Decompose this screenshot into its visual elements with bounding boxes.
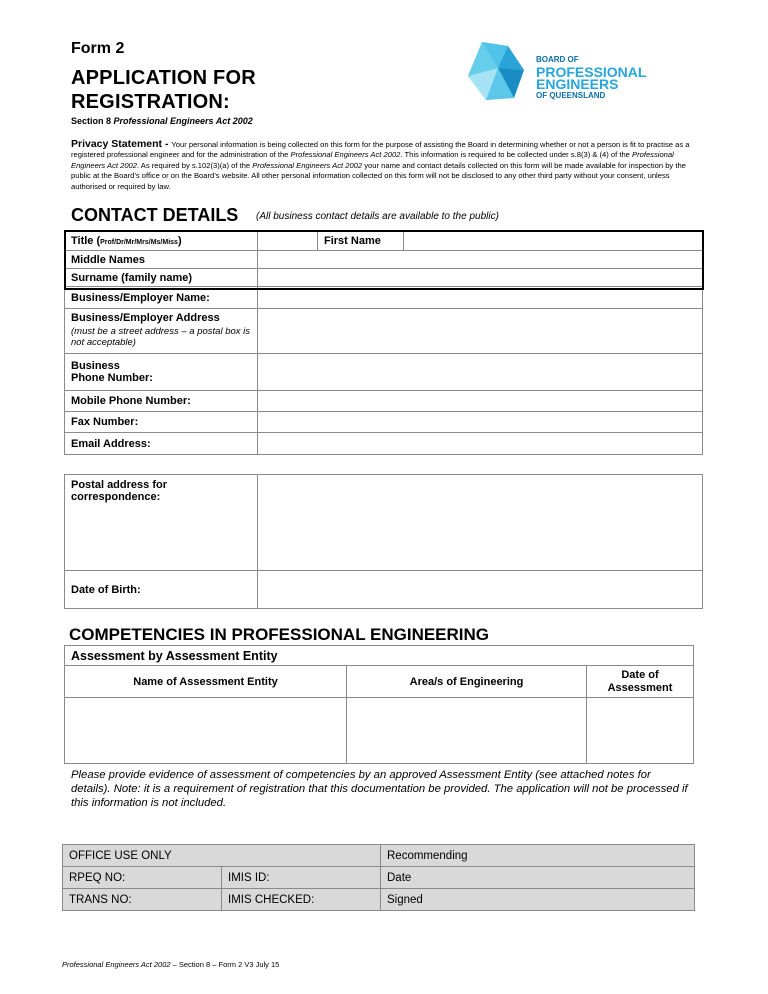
business-name-label: Business/Employer Name: xyxy=(65,287,258,309)
section-act: Professional Engineers Act 2002 xyxy=(113,116,253,126)
imis-checked-label: IMIS CHECKED: xyxy=(222,889,381,911)
office-use-label: OFFICE USE ONLY xyxy=(63,845,381,867)
title-options: Prof/Dr/Mr/Mrs/Ms/Miss xyxy=(100,238,178,246)
footer-rest: – Section 8 – Form 2 V3 July 15 xyxy=(170,960,280,969)
business-address-text: Business/Employer Address xyxy=(71,312,220,324)
title-label-text: Title ( xyxy=(71,234,101,247)
contact-details-heading: CONTACT DETAILS xyxy=(71,205,239,225)
postal-l1: Postal address for xyxy=(71,479,167,491)
first-name-label: First Name xyxy=(318,231,404,251)
privacy-text-b: . This information is required to be collected under s.8(3) & (4) of the xyxy=(400,150,633,160)
middle-names-field[interactable] xyxy=(258,251,703,269)
fax-field[interactable] xyxy=(258,412,703,433)
mobile-label: Mobile Phone Number: xyxy=(65,391,258,412)
section-prefix: Section 8 xyxy=(71,116,114,126)
postal-label xyxy=(65,475,258,571)
assessment-entity-field[interactable] xyxy=(65,698,347,764)
col-area-engineering: Area/s of Engineering xyxy=(347,666,587,698)
business-phone-l1: Business xyxy=(71,360,120,372)
contact-details-note: (All business contact details are available to the public) xyxy=(256,211,499,222)
imis-id-label: IMIS ID: xyxy=(222,867,381,889)
office-use-table xyxy=(62,844,695,911)
logo-text xyxy=(536,54,646,102)
business-address-label xyxy=(65,309,258,354)
col3-l2: Assessment xyxy=(607,681,673,694)
privacy-text-d: your name and contact details collected on this form will be made available for inspection by the public at the Board’s office or on the Board’s website. All other personal information collected on this form will not be disclosed to any other third party without your consent, unless authorised or required by law. xyxy=(71,160,686,191)
privacy-act-1: Professional Engineers Act 2002 xyxy=(290,150,401,160)
fax-label: Fax Number: xyxy=(65,412,258,433)
logo-line-1: BOARD OF xyxy=(536,55,579,64)
title-label xyxy=(65,231,258,251)
surname-label: Surname (family name) xyxy=(65,269,258,287)
mobile-field[interactable] xyxy=(258,391,703,412)
privacy-text-c: . As required by s.102(3)(a) of the xyxy=(137,160,253,170)
area-engineering-field[interactable] xyxy=(347,698,587,764)
postal-l2: correspondence: xyxy=(71,491,161,503)
title-field[interactable] xyxy=(258,231,318,251)
postal-table xyxy=(64,474,703,609)
section-reference xyxy=(71,116,253,126)
email-label: Email Address: xyxy=(65,433,258,455)
col-assessment-entity: Name of Assessment Entity xyxy=(65,666,347,698)
dob-field[interactable] xyxy=(258,571,703,609)
privacy-text-a: Your personal information is being collected on this form for the purpose of assisting the Board in determining whether or not a person is fit to practise as a registered professional engineer and for the administration of the xyxy=(71,140,690,160)
rpeq-label: RPEQ NO: xyxy=(63,867,222,889)
date-label: Date xyxy=(381,867,695,889)
postal-field[interactable] xyxy=(258,475,703,571)
privacy-act-2: Professional Engineers Act 2002 xyxy=(71,150,674,170)
surname-field[interactable] xyxy=(258,269,703,287)
privacy-act-3: Professional Engineers Act 2002 xyxy=(252,160,363,170)
logo-line-3: ENGINEERS xyxy=(536,76,619,92)
business-phone-l2: Phone Number: xyxy=(71,372,153,384)
col-date-assessment xyxy=(587,666,694,698)
address-hint: (must be a street address – a postal box is not acceptable) xyxy=(71,326,251,348)
footer-act: Professional Engineers Act 2002 xyxy=(62,960,171,969)
privacy-statement xyxy=(71,139,691,192)
title-line-2: REGISTRATION: xyxy=(71,91,230,113)
logo-line-4: OF QUEENSLAND xyxy=(536,91,606,100)
business-address-field[interactable] xyxy=(258,309,703,354)
recommending-label: Recommending xyxy=(381,845,695,867)
assessment-table xyxy=(64,645,694,764)
business-name-field[interactable] xyxy=(258,287,703,309)
col3-l1: Date of xyxy=(621,668,659,681)
logo-mark-icon xyxy=(464,40,528,104)
page-title xyxy=(71,66,256,114)
competencies-note: Please provide evidence of assessment of competencies by an approved Assessment Entity (see attached notes for details). Note: it is a requirement of registration that this documentation be provided. The application will not be processed if this information is not included. xyxy=(71,769,688,809)
privacy-heading: Privacy Statement - xyxy=(71,138,172,150)
date-assessment-field[interactable] xyxy=(587,698,694,764)
logo-line-2: PROFESSIONAL xyxy=(536,64,647,80)
business-phone-label xyxy=(65,354,258,391)
email-field[interactable] xyxy=(258,433,703,455)
signed-label: Signed xyxy=(381,889,695,911)
assessment-subheading: Assessment by Assessment Entity xyxy=(65,646,694,666)
title-line-1: APPLICATION FOR xyxy=(71,67,256,89)
business-phone-field[interactable] xyxy=(258,354,703,391)
competencies-heading: COMPETENCIES IN PROFESSIONAL ENGINEERING xyxy=(69,625,490,644)
middle-names-label: Middle Names xyxy=(65,251,258,269)
dob-label: Date of Birth: xyxy=(65,571,258,609)
contact-details-table xyxy=(64,230,703,455)
footer xyxy=(62,960,279,969)
title-close: ) xyxy=(177,234,182,247)
trans-label: TRANS NO: xyxy=(63,889,222,911)
first-name-field[interactable] xyxy=(404,231,703,251)
form-number: Form 2 xyxy=(71,40,125,57)
board-logo xyxy=(464,40,664,104)
